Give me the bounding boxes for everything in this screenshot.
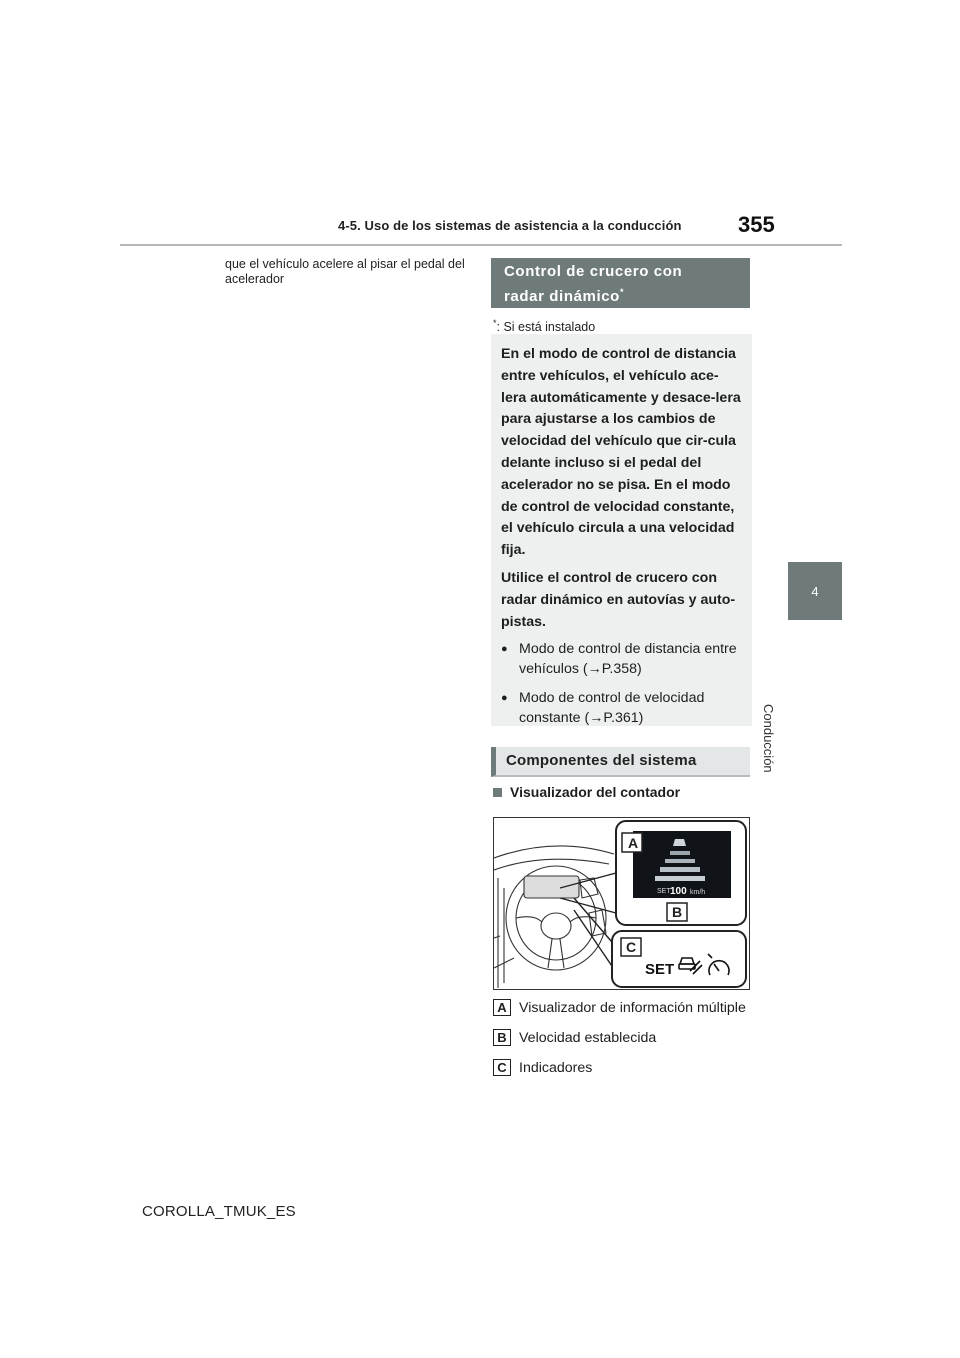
- legend-text: Velocidad establecida: [519, 1029, 657, 1046]
- legend-text: Visualizador de información múltiple: [519, 999, 746, 1016]
- dashboard-drawing: [494, 846, 614, 988]
- header-divider: [120, 244, 842, 246]
- set-speed-value: 100: [670, 886, 687, 897]
- running-header: 4-5. Uso de los sistemas de asistencia a la conducción: [338, 218, 682, 233]
- section-heading-components: Componentes del sistema: [491, 747, 750, 777]
- section-heading-line2: radar dinámico*: [504, 287, 625, 305]
- section-heading-acc: [491, 258, 750, 308]
- instrument-cluster-illustration: [493, 817, 750, 990]
- cross-reference-link[interactable]: Modo de control de distancia entre vehículos (→P.358): [519, 641, 737, 678]
- subheading: Visualizador del contador: [493, 784, 680, 800]
- square-bullet-icon: [493, 788, 502, 797]
- legend-item: [493, 1029, 656, 1046]
- callout-key-b-label: B: [672, 904, 683, 920]
- callout-key-c-label: C: [626, 939, 637, 955]
- footnote-marker: *: [619, 287, 625, 297]
- legend-key: C: [493, 1059, 511, 1076]
- set-indicator: SET: [645, 961, 675, 978]
- summary-paragraph: En el modo de control de distancia entre vehículos, el vehículo ace-lera automáticamente y desace-lera para ajustarse a los cambios de velocidad del vehículo que cir-cula delante incluso si el pedal del acelerador no se pisa. En el modo de control de velocidad constante, el vehículo circula a una velocidad fija.: [501, 346, 741, 559]
- legend-key: A: [493, 999, 511, 1016]
- chapter-tab[interactable]: [788, 562, 842, 620]
- callout-key-a-label: A: [628, 835, 639, 851]
- summary-box: [491, 334, 752, 726]
- legend-item: [493, 1059, 592, 1076]
- cross-reference-link[interactable]: Modo de control de velocidad constante (→P.361): [519, 690, 705, 727]
- document-code: COROLLA_TMUK_ES: [142, 1203, 296, 1220]
- page-number: 355: [738, 212, 775, 237]
- footnote: *: Si está instalado: [493, 318, 596, 335]
- legend-item: [493, 999, 746, 1016]
- bullet-icon: ●: [501, 643, 508, 656]
- list-item: [501, 639, 742, 679]
- section-heading-line1: Control de crucero con: [504, 263, 683, 280]
- summary-paragraph: Utilice el control de crucero con radar dinámico en autovías y auto-pistas.: [501, 569, 736, 630]
- list-item: [501, 688, 742, 728]
- legend-key: B: [493, 1029, 511, 1046]
- legend-text: Indicadores: [519, 1059, 593, 1076]
- speed-unit: km/h: [690, 889, 706, 896]
- chapter-number: 4: [811, 583, 819, 599]
- bullet-icon: ●: [501, 692, 508, 705]
- continuation-text: que el vehículo acelere al pisar el pedal del acelerador: [225, 257, 465, 286]
- chapter-name: Conducción: [761, 704, 776, 773]
- display-set-label: SET: [657, 888, 671, 895]
